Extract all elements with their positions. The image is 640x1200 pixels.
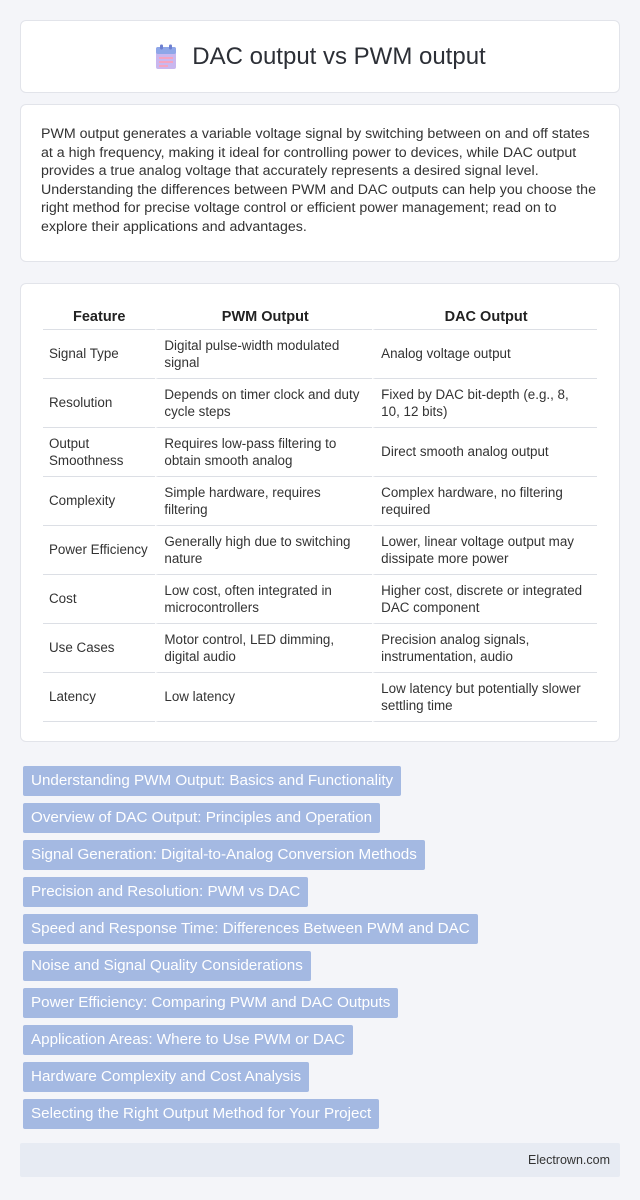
table-row xyxy=(43,575,597,624)
document-icon xyxy=(154,44,178,70)
cell-pwm: Low latency xyxy=(155,673,372,722)
topic-link[interactable]: Signal Generation: Digital-to-Analog Conversion Methods xyxy=(23,840,425,870)
table-row xyxy=(43,624,597,673)
cell-pwm: Simple hardware, requires filtering xyxy=(155,477,372,526)
table-row xyxy=(43,428,597,477)
footer-brand: Electrown.com xyxy=(528,1153,610,1167)
cell-pwm: Motor control, LED dimming, digital audio xyxy=(155,624,372,673)
cell-feature: Resolution xyxy=(43,379,155,428)
cell-dac: Precision analog signals, instrumentation, audio xyxy=(372,624,597,673)
topic-link[interactable]: Selecting the Right Output Method for Your Project xyxy=(23,1099,379,1129)
cell-pwm: Generally high due to switching nature xyxy=(155,526,372,575)
cell-dac: Fixed by DAC bit-depth (e.g., 8, 10, 12 bits) xyxy=(372,379,597,428)
topic-link[interactable]: Understanding PWM Output: Basics and Functionality xyxy=(23,766,401,796)
cell-feature: Complexity xyxy=(43,477,155,526)
cell-dac: Lower, linear voltage output may dissipate more power xyxy=(372,526,597,575)
topic-link[interactable]: Precision and Resolution: PWM vs DAC xyxy=(23,877,308,907)
cell-feature: Output Smoothness xyxy=(43,428,155,477)
table-row xyxy=(43,330,597,379)
topic-link[interactable]: Hardware Complexity and Cost Analysis xyxy=(23,1062,309,1092)
cell-feature: Signal Type xyxy=(43,330,155,379)
comparison-table xyxy=(43,304,597,722)
intro-paragraph: PWM output generates a variable voltage signal by switching between on and off states at a high frequency, making it ideal for controlling power to devices, while DAC output provides a true analog voltage that accurately represents a desired signal level. Understanding the differences between PWM and DAC outputs can help you choose the right method for precise voltage control or efficient power management; read on to explore their applications and advantages. xyxy=(41,126,596,235)
page-title: DAC output vs PWM output xyxy=(192,42,486,70)
cell-pwm: Requires low-pass filtering to obtain smooth analog xyxy=(155,428,372,477)
cell-pwm: Depends on timer clock and duty cycle steps xyxy=(155,379,372,428)
cell-pwm: Digital pulse-width modulated signal xyxy=(155,330,372,379)
table-row xyxy=(43,526,597,575)
header-feature: Feature xyxy=(43,304,155,330)
topic-link[interactable]: Application Areas: Where to Use PWM or DAC xyxy=(23,1025,353,1055)
footer xyxy=(20,1143,620,1177)
topic-link[interactable]: Noise and Signal Quality Considerations xyxy=(23,951,311,981)
title-card xyxy=(20,20,620,93)
cell-feature: Use Cases xyxy=(43,624,155,673)
cell-dac: Complex hardware, no filtering required xyxy=(372,477,597,526)
table-row xyxy=(43,379,597,428)
intro-card xyxy=(20,104,620,262)
table-header-row xyxy=(43,304,597,330)
topic-link[interactable]: Speed and Response Time: Differences Between PWM and DAC xyxy=(23,914,478,944)
topic-links xyxy=(23,766,478,1136)
cell-dac: Higher cost, discrete or integrated DAC component xyxy=(372,575,597,624)
cell-pwm: Low cost, often integrated in microcontrollers xyxy=(155,575,372,624)
header-pwm: PWM Output xyxy=(155,304,372,330)
topic-link[interactable]: Overview of DAC Output: Principles and Operation xyxy=(23,803,380,833)
cell-feature: Latency xyxy=(43,673,155,722)
cell-dac: Low latency but potentially slower settling time xyxy=(372,673,597,722)
table-row xyxy=(43,673,597,722)
table-row xyxy=(43,477,597,526)
cell-dac: Direct smooth analog output xyxy=(372,428,597,477)
cell-feature: Cost xyxy=(43,575,155,624)
header-dac: DAC Output xyxy=(372,304,597,330)
cell-dac: Analog voltage output xyxy=(372,330,597,379)
comparison-table-card xyxy=(20,283,620,742)
topic-link[interactable]: Power Efficiency: Comparing PWM and DAC Outputs xyxy=(23,988,398,1018)
cell-feature: Power Efficiency xyxy=(43,526,155,575)
